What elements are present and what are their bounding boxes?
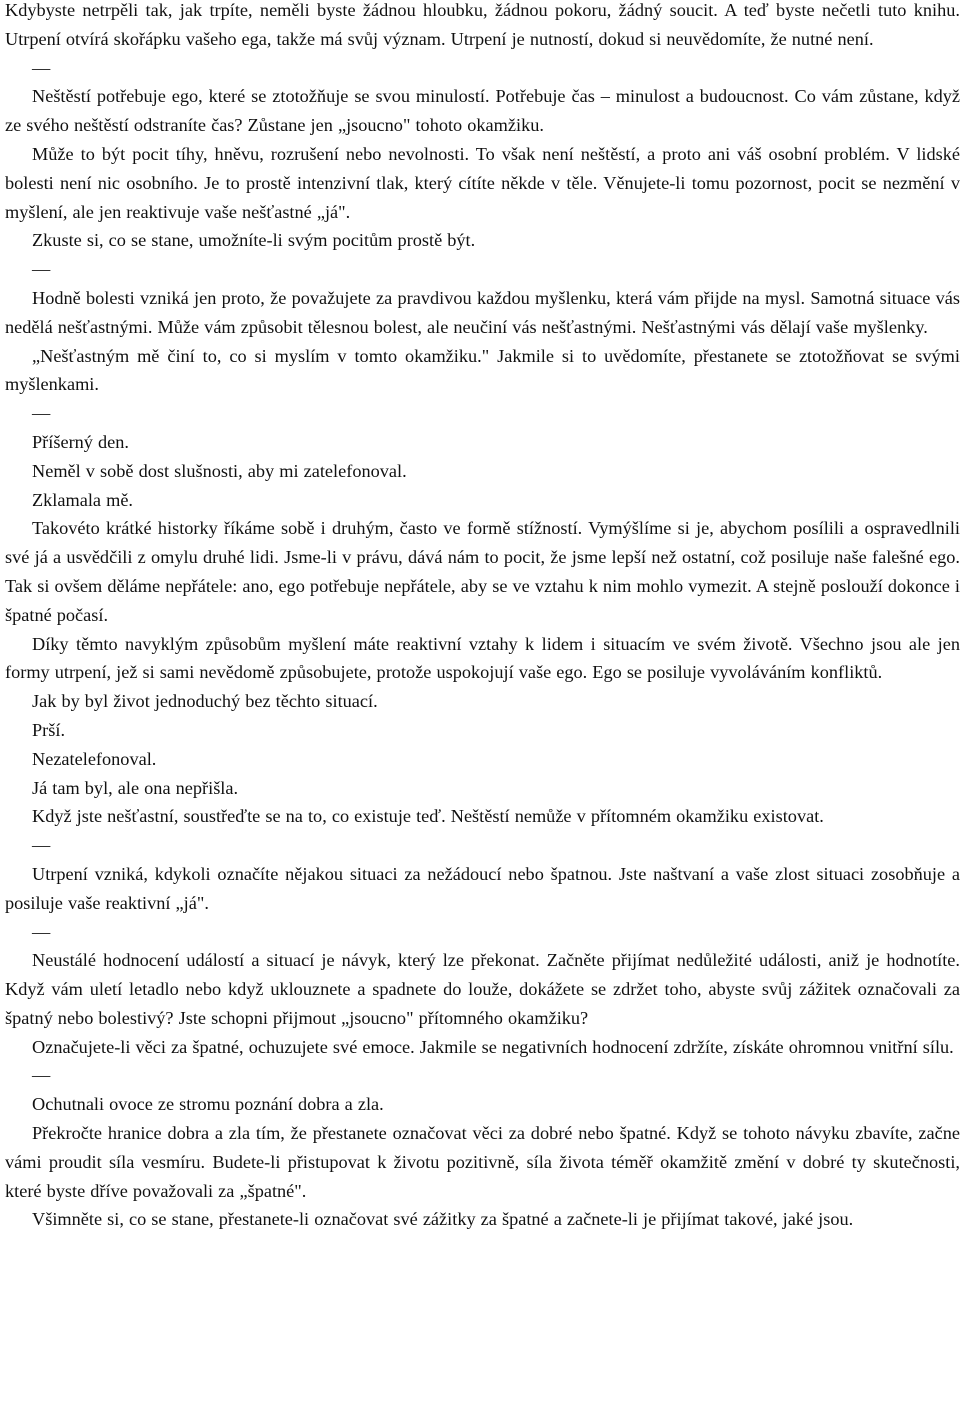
paragraph: Já tam byl, ale ona nepřišla.	[32, 777, 239, 798]
paragraph: Díky těmto navyklým způsobům myšlení máte reaktivní vztahy k lidem i situacím ve svém životě. Všechno jsou ale jen formy utrpení, jež si sami nevědomě způsobujete, protože uspokojují vaše ego. Ego se posiluje vyvoláváním konfliktů.	[5, 633, 960, 683]
section-separator: —	[32, 259, 51, 280]
section-separator: —	[32, 1065, 51, 1086]
document-text	[5, 0, 960, 1234]
section-separator: —	[32, 403, 51, 424]
paragraph: Nezatelefonoval.	[32, 748, 157, 769]
paragraph: Neměl v sobě dost slušnosti, aby mi zatelefonoval.	[32, 460, 407, 481]
paragraph: „Nešťastným mě činí to, co si myslím v tomto okamžiku." Jakmile si to uvědomíte, přestanete se ztotožňovat se svými myšlenkami.	[5, 345, 960, 395]
section-separator: —	[32, 921, 51, 942]
paragraph: Jak by byl život jednoduchý bez těchto situací.	[32, 691, 378, 712]
paragraph: Zkuste si, co se stane, umožníte-li svým pocitům prostě být.	[32, 230, 476, 251]
paragraph: Překročte hranice dobra a zla tím, že přestanete označovat věci za dobré nebo špatné. Když se tohoto návyku zbavíte, začne vámi proudit síla vesmíru. Budete-li přistupovat k životu pozitivně, síla života téměř okamžitě změní v dobré ty skutečnosti, které byste dříve považovali za „špatné".	[5, 1123, 960, 1201]
section-separator: —	[32, 835, 51, 856]
paragraph: Označujete-li věci za špatné, ochuzujete své emoce. Jakmile se negativních hodnocení zdržíte, získáte ohromnou vnitřní sílu.	[32, 1036, 954, 1057]
section-separator: —	[32, 57, 51, 78]
paragraph: Neustálé hodnocení událostí a situací je návyk, který lze překonat. Začněte přijímat nedůležité události, aniž je hodnotíte. Když vám uletí letadlo nebo když uklouznete a spadnete do louže, dokážete se zdržet toho, abyste svůj zážitek označovali za špatný nebo bolestivý? Jste schopni přijmout „jsoucno" přítomného okamžiku?	[5, 950, 960, 1028]
paragraph: Všimněte si, co se stane, přestanete-li označovat své zážitky za špatné a začnete-li je přijímat takové, jaké jsou.	[32, 1209, 854, 1230]
paragraph: Může to být pocit tíhy, hněvu, rozrušení nebo nevolnosti. To však není neštěstí, a proto ani váš osobní problém. V lidské bolesti není nic osobního. Je to prostě intenzivní tlak, který cítíte někde v těle. Věnujete-li tomu pozornost, pocit se nezmění v myšlení, ale jen reaktivuje vaše nešťastné „já".	[5, 143, 960, 222]
paragraph: Neštěstí potřebuje ego, které se ztotožňuje se svou minulostí. Potřebuje čas – minulost a budoucnost. Co vám zůstane, když ze svého neštěstí odstraníte čas? Zůstane jen „jsoucno" tohoto okamžiku.	[5, 86, 960, 136]
paragraph: Když jste nešťastní, soustřeďte se na to, co existuje teď. Neštěstí nemůže v přítomném okamžiku existovat.	[32, 806, 824, 827]
paragraph: Takovéto krátké historky říkáme sobě i druhým, často ve formě stížností. Vymýšlíme si je, abychom posílili a ospravedlnili své já a usvědčili z omylu druhé lidi. Jsme-li v právu, dává nám to pocit, že jsme lepší než ostatní, což posiluje naše falešné ego. Tak si ovšem děláme nepřátele: ano, ego potřebuje nepřátele, aby se ve vztahu k nim mohlo vymezit. A stejně poslouží dokonce i špatné počasí.	[5, 518, 960, 625]
paragraph: Prší.	[32, 719, 66, 740]
paragraph: Kdybyste netrpěli tak, jak trpíte, neměli byste žádnou hloubku, žádnou pokoru, žádný soucit. A teď byste nečetli tuto knihu. Utrpení otvírá skořápku vašeho ega, takže má svůj význam. Utrpení je nutností, dokud si neuvědomíte, že nutné není.	[5, 0, 960, 49]
paragraph: Zklamala mě.	[32, 489, 134, 510]
paragraph: Hodně bolesti vzniká jen proto, že považujete za pravdivou každou myšlenku, která vám přijde na mysl. Samotná situace vás nedělá nešťastnými. Může vám způsobit tělesnou bolest, ale neučiní vás nešťastnými. Nešťastnými vás dělají vaše myšlenky.	[5, 287, 960, 337]
paragraph: Utrpení vzniká, kdykoli označíte nějakou situaci za nežádoucí nebo špatnou. Jste naštvaní a vaše zlost situaci zosobňuje a posiluje vaše reaktivní „já".	[5, 863, 960, 913]
paragraph: Příšerný den.	[32, 431, 129, 452]
paragraph: Ochutnali ovoce ze stromu poznání dobra a zla.	[32, 1094, 384, 1115]
